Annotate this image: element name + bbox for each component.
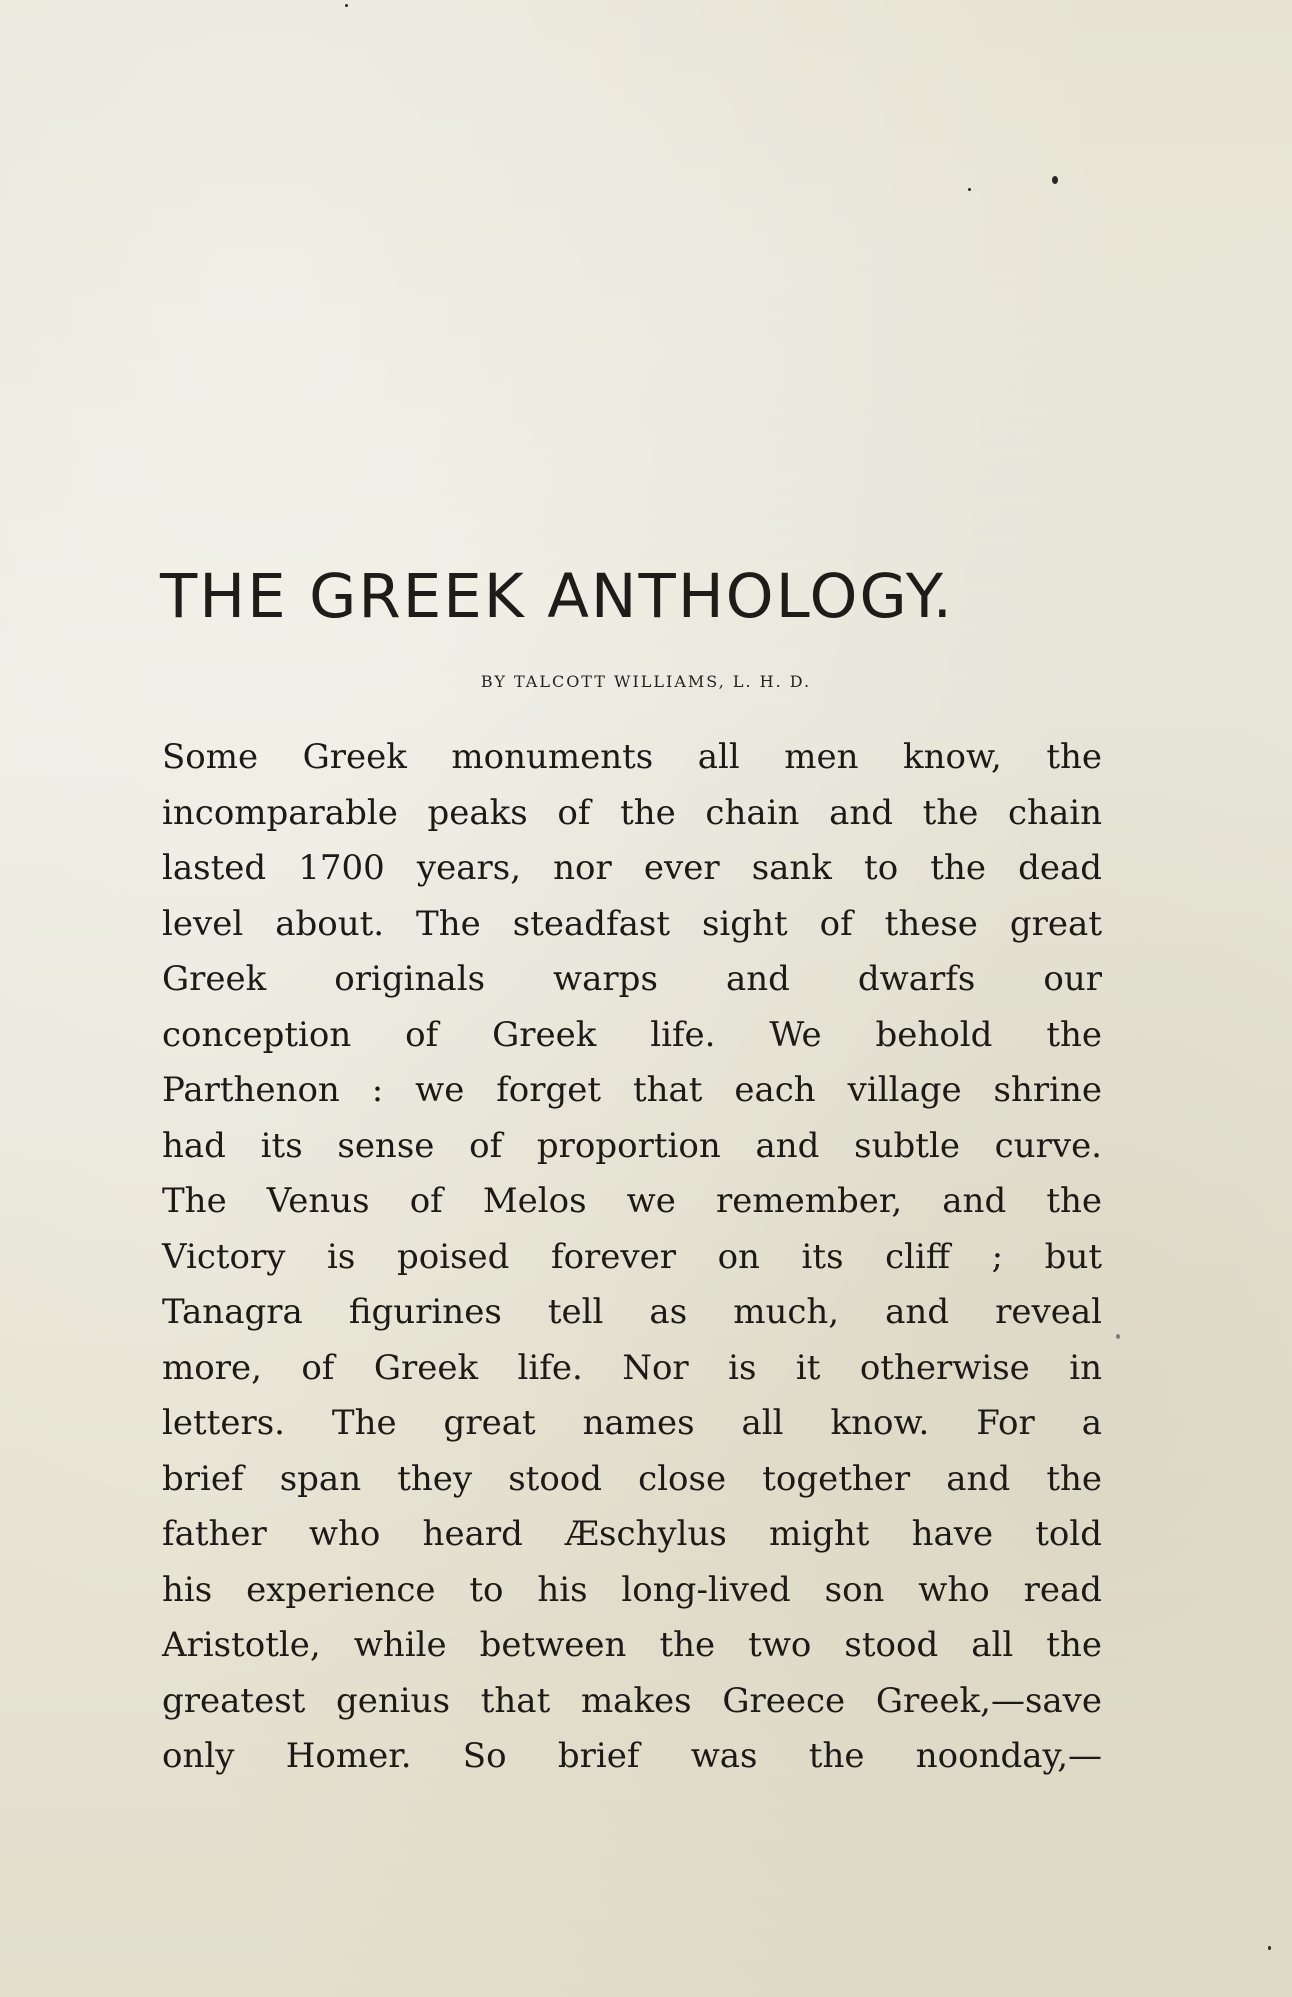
article-body — [162, 730, 1102, 1785]
body-line: only Homer. So brief was the noonday,— — [162, 1736, 1102, 1776]
body-line: greatest genius that makes Greece Greek,—save — [162, 1680, 1102, 1721]
article-byline: BY TALCOTT WILLIAMS, L. H. D. — [480, 672, 812, 691]
body-line: letters. The great names all know. For a — [162, 1403, 1102, 1443]
paper-speck — [1268, 1946, 1271, 1950]
body-line: Victory is poised forever on its cliff ; but — [162, 1236, 1102, 1277]
paper-speck — [1052, 176, 1058, 184]
body-line: Parthenon : we forget that each village shrine — [162, 1070, 1102, 1110]
body-line: had its sense of proportion and subtle curve. — [162, 1125, 1102, 1166]
body-line: brief span they stood close together and the — [162, 1458, 1102, 1499]
paper-speck — [345, 4, 348, 7]
body-line: more, of Greek life. Nor is it otherwise in — [162, 1347, 1102, 1388]
body-line: lasted 1700 years, nor ever sank to the dead — [162, 848, 1102, 888]
body-line: his experience to his long-lived son who read — [162, 1569, 1102, 1610]
paper-speck — [968, 188, 971, 191]
body-line: Tanagra figurines tell as much, and reveal — [162, 1292, 1102, 1332]
article-title: THE GREEK ANTHOLOGY. — [160, 561, 955, 632]
body-line: Greek originals warps and dwarfs our — [162, 959, 1102, 999]
body-line: incomparable peaks of the chain and the chain — [162, 792, 1102, 833]
body-line: level about. The steadfast sight of these great — [162, 903, 1102, 944]
body-line: conception of Greek life. We behold the — [162, 1014, 1102, 1055]
paper-speck — [1116, 1334, 1120, 1339]
body-line: Some Greek monuments all men know, the — [162, 737, 1102, 777]
body-line: father who heard Æschylus might have told — [162, 1514, 1102, 1554]
body-line: The Venus of Melos we remember, and the — [162, 1181, 1102, 1221]
body-line: Aristotle, while between the two stood all the — [162, 1625, 1102, 1665]
